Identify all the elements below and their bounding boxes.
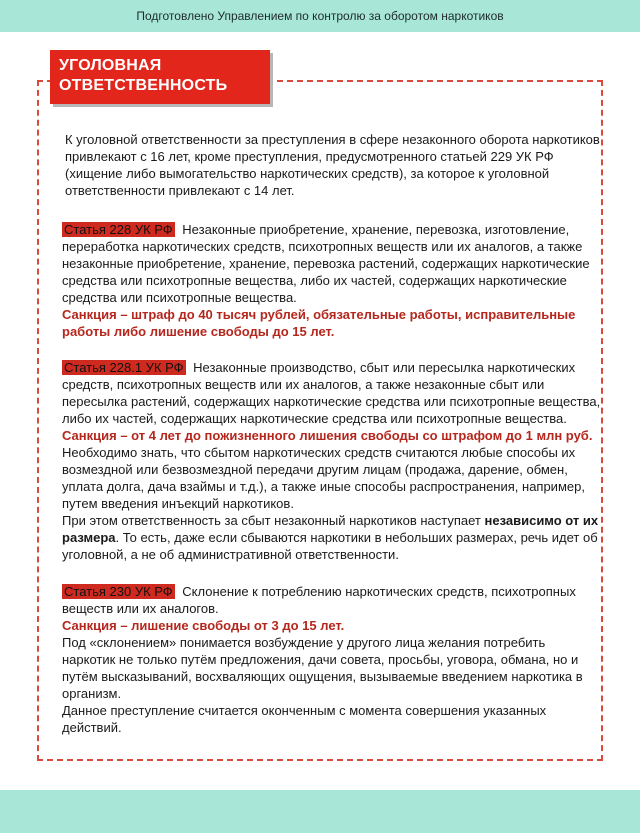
article-note: Необходимо знать, что сбытом наркотических средств считаются любые способы их возмездной или безвозмездной передачи другим лицам (продажа, дарение, обмен, уплата долга, дача взаймы и т.д.), а также иные способы распространения, например, путем введения инъекций наркотиков. xyxy=(62,445,585,511)
article-230 xyxy=(62,583,602,736)
article-228 xyxy=(62,221,602,340)
article-228-text xyxy=(62,221,602,306)
banner-text: Подготовлено Управлением по контролю за оборотом наркотиков xyxy=(136,9,504,23)
article-228-1 xyxy=(62,359,602,563)
note-emphasis: независимо от их размера xyxy=(62,513,599,545)
article-sanction: Санкция – штраф до 40 тысяч рублей, обязательные работы, исправительные работы либо лишение свободы до 15 лет. xyxy=(62,307,576,339)
article-note: Под «склонением» понимается возбуждение у другого лица желания потребить наркотик не только путём предложения, дачи совета, просьбы, уговора, обмана, но и путём высказываний, восхваляющих ощущения, вызываемые введением наркотика в организм. xyxy=(62,635,583,701)
note-start: При этом ответственность за сбыт незаконный наркотиков наступает xyxy=(62,513,485,528)
article-description: Склонение к потреблению наркотических средств, психотропных веществ или их аналогов. xyxy=(62,584,576,616)
article-note: Данное преступление считается оконченным с момента совершения указанных действий. xyxy=(62,703,547,735)
note-end: . То есть, даже если сбываются наркотики в небольших размерах, речь идет об уголовной, а не об административной ответственности. xyxy=(62,530,598,562)
article-sanction: Санкция – от 4 лет до пожизненного лишения свободы со штрафом до 1 млн руб. xyxy=(62,428,593,443)
content-body xyxy=(62,131,602,736)
article-sanction: Санкция – лишение свободы от 3 до 15 лет. xyxy=(62,618,345,633)
article-note xyxy=(62,512,602,563)
title-badge xyxy=(50,50,270,104)
article-description: Незаконные приобретение, хранение, перевозка, изготовление, переработка наркотических средств, психотропных веществ или их аналогов, а также незаконные приобретение, хранение, перевозка растений, содержащих наркотические средства или психотропные вещества, либо их частей, содержащих наркотические средства или психотропные вещества. xyxy=(62,222,590,305)
title-line-1: УГОЛОВНАЯ xyxy=(59,57,162,74)
article-tag: Статья 228 УК РФ xyxy=(64,222,173,237)
top-banner xyxy=(0,0,640,32)
article-230-text xyxy=(62,583,602,617)
title-line-2: ОТВЕТСТВЕННОСТЬ xyxy=(59,77,228,94)
article-tag: Статья 230 УК РФ xyxy=(64,584,173,599)
article-228-1-text xyxy=(62,359,602,427)
article-tag: Статья 228.1 УК РФ xyxy=(64,360,184,375)
bottom-banner xyxy=(0,790,640,833)
article-description: Незаконные производство, сбыт или пересылка наркотических средств, психотропных веществ или их аналогов, а также незаконные сбыт или пересылка растений, содержащих наркотические средства или психотропные вещества, либо их частей, содержащих наркотические средства или психотропные вещества. xyxy=(62,360,601,426)
intro-paragraph: К уголовной ответственности за преступления в сфере незаконного оборота наркотиков привлекают с 16 лет, кроме преступления, предусмотренного статьей 229 УК РФ (хищение либо вымогательство наркотических средств), за которое к уголовной ответственности привлекают с 14 лет. xyxy=(65,132,600,198)
